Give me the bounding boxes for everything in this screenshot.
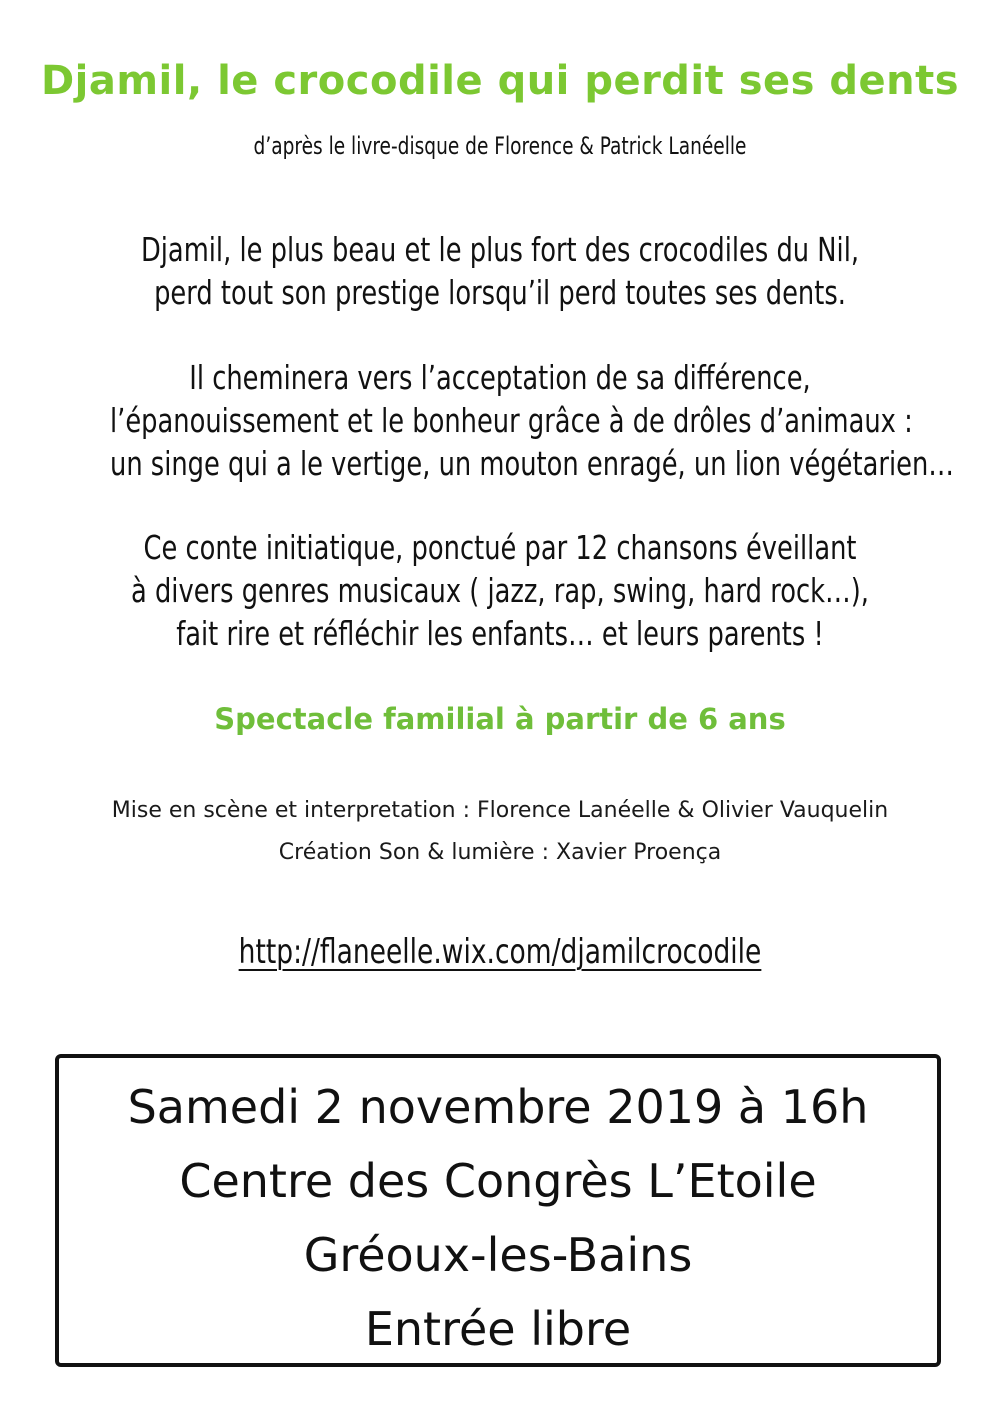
event-admission: Entrée libre bbox=[364, 1302, 632, 1356]
paragraph-line: perd tout son prestige lorsqu’il perd toutes ses dents. bbox=[154, 273, 846, 312]
paragraph-line: à divers genres musicaux ( jazz, rap, swing, hard rock…), bbox=[131, 571, 869, 610]
audience-label: Spectacle familial à partir de 6 ans bbox=[214, 702, 786, 736]
credit-staging: Mise en scène et interpretation : Florence Lanéelle & Olivier Vauquelin bbox=[111, 798, 889, 823]
event-city: Gréoux-les-Bains bbox=[303, 1228, 693, 1282]
paragraph-line: l’épanouissement et le bonheur grâce à de drôles d’animaux : bbox=[110, 401, 913, 440]
paragraph-songs bbox=[110, 526, 890, 655]
event-venue: Centre des Congrès L’Etoile bbox=[179, 1154, 817, 1208]
website-link[interactable]: http://flaneelle.wix.com/djamilcrocodile bbox=[238, 932, 762, 972]
event-info-box bbox=[55, 1054, 941, 1367]
paragraph-line: un singe qui a le vertige, un mouton enragé, un lion végétarien… bbox=[110, 444, 955, 483]
paragraph-journey bbox=[110, 356, 955, 485]
event-date: Samedi 2 novembre 2019 à 16h bbox=[127, 1080, 869, 1134]
paragraph-intro bbox=[110, 228, 890, 314]
paragraph-line: Ce conte initiatique, ponctué par 12 chansons éveillant bbox=[143, 528, 857, 567]
paragraph-line: fait rire et réfléchir les enfants… et leurs parents ! bbox=[176, 614, 824, 653]
subtitle: d’après le livre-disque de Florence & Patrick Lanéelle bbox=[253, 132, 747, 160]
page-title: Djamil, le crocodile qui perdit ses dents bbox=[40, 58, 960, 104]
credits bbox=[0, 790, 1000, 874]
website bbox=[110, 932, 890, 972]
paragraph-line: Djamil, le plus beau et le plus fort des crocodiles du Nil, bbox=[140, 230, 860, 269]
paragraph-line: Il cheminera vers l’acceptation de sa différence, bbox=[189, 358, 811, 397]
credit-sound-light: Création Son & lumière : Xavier Proença bbox=[278, 840, 722, 865]
